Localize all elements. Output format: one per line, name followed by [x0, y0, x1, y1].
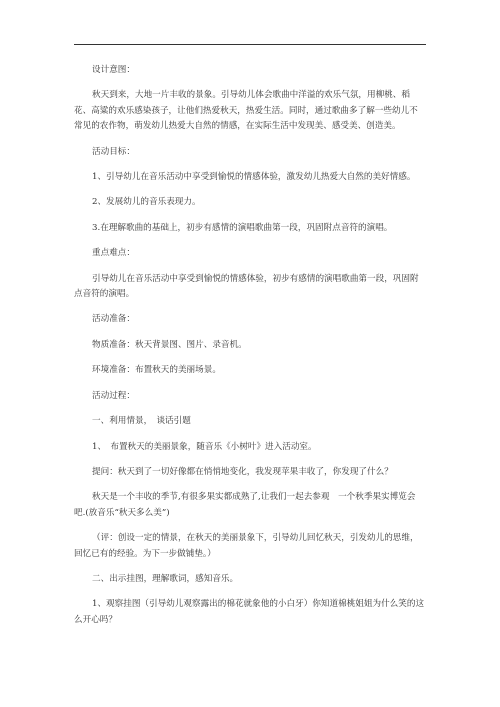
goal-item-1: 1、引导幼儿在音乐活动中享受到愉悦的情感体验，激发幼儿热爱大自然的美好情感。 — [92, 172, 416, 183]
header-rule — [74, 44, 426, 45]
process-step-2-item-1: 1、观察挂图（引导幼儿观察露出的棉花就象他的小白牙）你知道棉桃姐姐为什么笑的这么开心吗？ — [74, 599, 425, 625]
document-body — [74, 63, 426, 628]
section-heading-goals: 活动目标： — [92, 146, 135, 157]
process-step-2-heading: 二、出示挂图，理解歌词，感知音乐。 — [92, 573, 239, 584]
process-step-1-heading: 一、利用情景， 谈话引题 — [92, 416, 191, 427]
preparation-materials: 物质准备：秋天背景图、图片、录音机。 — [92, 339, 247, 350]
process-narration: 秋天是一个丰收的季节,有很多果实都成熟了,让我们一起去参观 一个秋季果实博览会吧.(放音乐“秋天多么美”) — [74, 492, 416, 518]
paragraph-key-points: 引导幼儿在音乐活动中享受到愉悦的情感体验，初步有感情的演唱歌曲第一段，巩固附点音符的演唱。 — [74, 273, 419, 300]
section-heading-design-intent: 设计意图： — [92, 65, 135, 75]
section-heading-preparation: 活动准备： — [92, 314, 135, 325]
process-step-1-item-1: 1、 布置秋天的美丽景象，随音乐《小树叶》进入活动室。 — [92, 441, 317, 452]
paragraph-design-intent: 秋天到来，大地一片丰收的景象。引导幼儿体会歌曲中洋溢的欢乐气氛，用柳桃、稻花、高粱的欢乐感染孩子，让他们热爱秋天，热爱生活。同时，通过歌曲多了解一些幼儿不常见的农作物，萌发幼儿热爱大自然的情感，在实际生活中发现美、感受美、创造美。 — [74, 90, 418, 132]
section-heading-process: 活动过程： — [92, 390, 135, 401]
goal-item-3: 3.在理解歌曲的基础上，初步有感情的演唱歌曲第一段，巩固附点音符的演唱。 — [92, 222, 393, 233]
process-comment: （评：创设一定的情景，在秋天的美丽景象下，引导幼儿回忆秋天，引发幼儿的思维，回忆已有的经验。为下一步做铺垫。） — [74, 533, 419, 559]
section-heading-key-points: 重点难点： — [92, 248, 135, 259]
process-question: 提问：秋天到了一切好像都在悄悄地变化，我发现苹果丰收了，你发现了什么？ — [92, 466, 393, 477]
goal-item-2: 2、发展幼儿的音乐表现力。 — [92, 197, 201, 208]
preparation-environment: 环境准备：布置秋天的美丽场景。 — [92, 365, 221, 376]
